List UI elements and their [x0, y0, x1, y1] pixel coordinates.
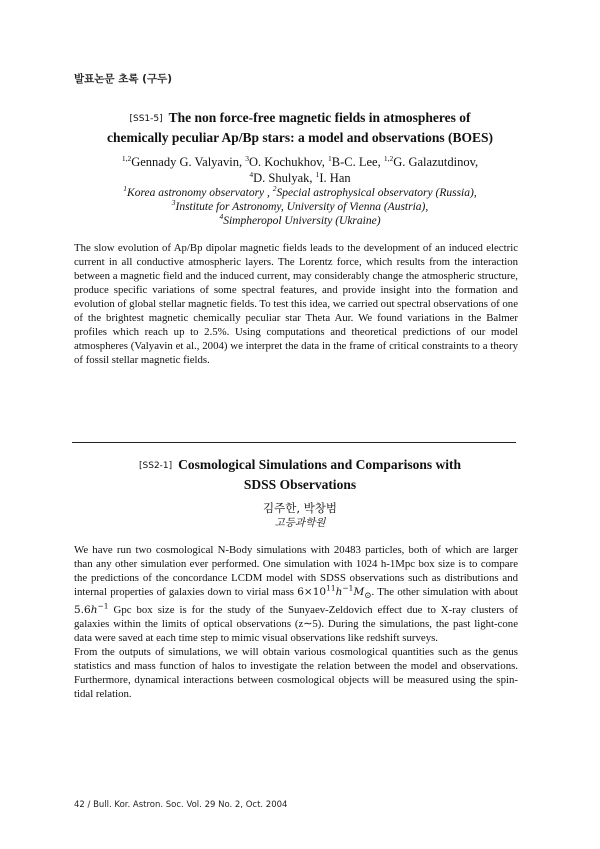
author-sup: 1,2 [121, 153, 132, 163]
author-name: G. Galazutdinov, [393, 155, 479, 169]
running-header: 발표논문 초록 (구두) [74, 73, 173, 85]
math-exp: −1 [342, 583, 354, 593]
author-name: Gennady G. Valyavin, [131, 155, 246, 169]
abstract2-paragraph1 [74, 543, 518, 645]
affil-sup: 4 [219, 212, 224, 222]
abstract1-code: [SS1-5] [129, 114, 163, 124]
affil-name: Korea astronomy observatory , [127, 187, 273, 199]
affil-name: Special astrophysical observatory (Russia), [276, 187, 477, 199]
abstract2-text: We have run two cosmological N-Body simulations with 20483 particles, both of which are larger than any other simulation ever performed. One simulation with 1024 h-1Mpc box size is to compare the predictions of the concordance LCDM model with SDSS observations such as distributions and internal properties of galaxies down to virial mass [74, 544, 518, 598]
author-sup: 1 [315, 169, 320, 179]
abstract2-authors: 김주한, 박창범 [263, 501, 337, 515]
virial-mass-expression: $6\times 10^{11}h^{-1}M_⊙$ [297, 583, 372, 602]
box-size-expression: $5.6h^{-1}$ [74, 601, 109, 617]
affil-name: Institute for Astronomy, University of Vienna (Austria), [175, 201, 429, 213]
math-value: 6×10 [297, 586, 327, 598]
page-footer: 42 / Bull. Kor. Astron. Soc. Vol. 29 No. 2, Oct. 2004 [74, 800, 288, 810]
author-sup: 4 [249, 169, 254, 179]
abstract2-affiliation: 고등과학원 [274, 517, 326, 529]
author-name: B-C. Lee, [331, 155, 384, 169]
abstract2-title-line1: Cosmological Simulations and Comparisons with [178, 457, 461, 472]
math-exp: 11 [326, 583, 336, 593]
math-exp: −1 [97, 601, 109, 611]
abstract1-title-line2: chemically peculiar Ap/Bp stars: a model and observations (BOES) [106, 130, 494, 145]
author-name: I. Han [319, 171, 351, 185]
abstract1-title [72, 109, 528, 147]
affil-sup: 2 [272, 184, 277, 194]
abstract2-text: Gpc box size is for the study of the Sunyaev-Zeldovich effect due to X-ray clusters of galaxies within the limits of optical observations (z∼5). During the simulations, the past light-cone data were saved at each time step to mimic visual observations like redshift surveys. [74, 604, 518, 645]
author-name: O. Kochukhov, [248, 155, 328, 169]
abstract2-title-line2: SDSS Observations [243, 477, 357, 492]
affil-name: Simpheropol University (Ukraine) [223, 215, 381, 227]
abstract2-text: . The other simulation with about [371, 586, 518, 598]
author-sup: 3 [245, 153, 249, 163]
author-name: D. Shulyak, [253, 171, 316, 185]
abstract1-body [74, 241, 518, 367]
author-sup: 1,2 [383, 153, 394, 163]
abstract1-authors [72, 154, 528, 186]
abstract1-title-line1: The non force-free magnetic fields in atmospheres of [168, 110, 471, 125]
affil-sup: 3 [171, 198, 176, 208]
abstract2-paragraph2: From the outputs of simulations, we will obtain various cosmological quantities such as the genus statistics and mass function of halos to investigate the relation between the model and observations. Furthermore, dynamical interactions between cosmological objects will be measured using the spin-tidal relation. [74, 646, 518, 701]
math-value: 5.6 [74, 604, 91, 617]
author-sup: 1 [328, 153, 332, 163]
abstract1-paragraph: The slow evolution of Ap/Bp dipolar magnetic fields leads to the development of an induced electric current in all conductive atmospheric layers. The Lorentz force, which results from the interaction between a magnetic field and the induced current, may considerably change the atmospheric structure, produce specific variations of some spectral features, and provide insight into the formation and evolution of global stellar magnetic fields. To test this idea, we carried out spectral observations of one of the brightest magnetic chemically peculiar star Theta Aur. We found variations in the Balmer profiles which reach up to 2.5%. Using computations and theoretical predictions of our model atmospheres (Valyavin et al., 2004) we interpret the data in the frame of critical constraints to a theory of fossil stellar magnetic fields. [74, 242, 518, 366]
affil-sup: 1 [123, 184, 128, 194]
abstract2-body [74, 543, 518, 701]
math-sub: ⊙ [364, 591, 372, 602]
abstract1-affiliations [72, 186, 528, 228]
section-divider [72, 442, 516, 443]
abstract2-title [72, 456, 528, 494]
abstract2-code: [SS2-1] [139, 461, 173, 471]
